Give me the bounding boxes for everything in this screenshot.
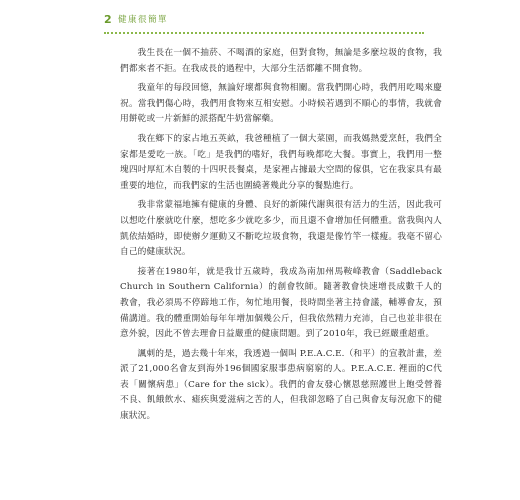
paragraph-2: 我童年的每段回憶，無論好壞都與食物相關。當我們開心時，我們用吃喝來慶祝。當我們傷心時，我們用食物來互相安慰。小時候若遇到不順心的事情，我就會用餅乾或一片新鮮的派搭配牛奶當解藥。 xyxy=(120,83,442,125)
paragraph-1: 我生長在一個不抽菸、不喝酒的家庭，但對食物，無論是多麼垃圾的食物，我們都來者不拒。在我成長的過程中，大部分生活都離不開食物。 xyxy=(120,48,442,74)
paragraph-3: 我在鄉下的家占地五英畝，我爸種植了一個大菜園，而我媽熱愛烹飪，我們全家都是愛吃一族。「吃」是我們的嗜好，我們每晚都吃大餐。事實上，我們用一整塊四吋厚紅木自製的十四呎長餐桌，是家裡占據最大空間的傢俱，它在我家具有最重要的地位，而我們家的生活也圍繞著幾此分享的餐點進行。 xyxy=(120,133,442,191)
page-number: 2 xyxy=(104,13,112,26)
paragraph-6: 諷刺的是，過去幾十年來，我透過一個叫 P.E.A.C.E.（和平）的宣教計畫，差派了21,000名會友到海外196個國家服事患病窮窮的人。P.E.A.C.E. 裡面的C代表「關懷病患」（Care for the sick）。我們的會友發心懷恩慈照護世上飽受營養不良、飢餓飲水、瘧疾與愛滋病之苦的人，但我卻忽略了自己與會友每況愈下的健康狀況。 xyxy=(120,348,442,422)
body-text xyxy=(120,46,442,425)
paragraph-5: 接著在1980年，就是我廿五歲時，我成為南加州馬鞍峰教會（Saddleback Church in Southern California）的創會牧師。隨著教會快速增長成數千人的教會，我必須馬不停蹄地工作，匆忙地用餐，長時間坐著主持會議，輔導會友，預備講道。我的體重開始每年年增加個幾公斤，但我依然精力充沛，自己也並非很在意外貌，因此不曾去理會日益嚴重的健康問題。到了2010年，我已經嚴重超重。 xyxy=(120,266,442,340)
running-head: 健康很簡單 xyxy=(118,15,169,25)
page-header xyxy=(0,0,520,36)
header-dotted-rule xyxy=(104,32,424,34)
paragraph-4: 我非常蒙福地擁有健康的身體、良好的新陳代謝與很有活力的生活，因此我可以想吃什麼就吃什麼，想吃多少就吃多少，而且還不會增加任何體重。當我與內人凱依結婚時，即使辦夕運動又不斷吃垃圾食物，我還是像竹竿一樣瘦。我毫不留心自己的健康狀況。 xyxy=(120,200,442,258)
